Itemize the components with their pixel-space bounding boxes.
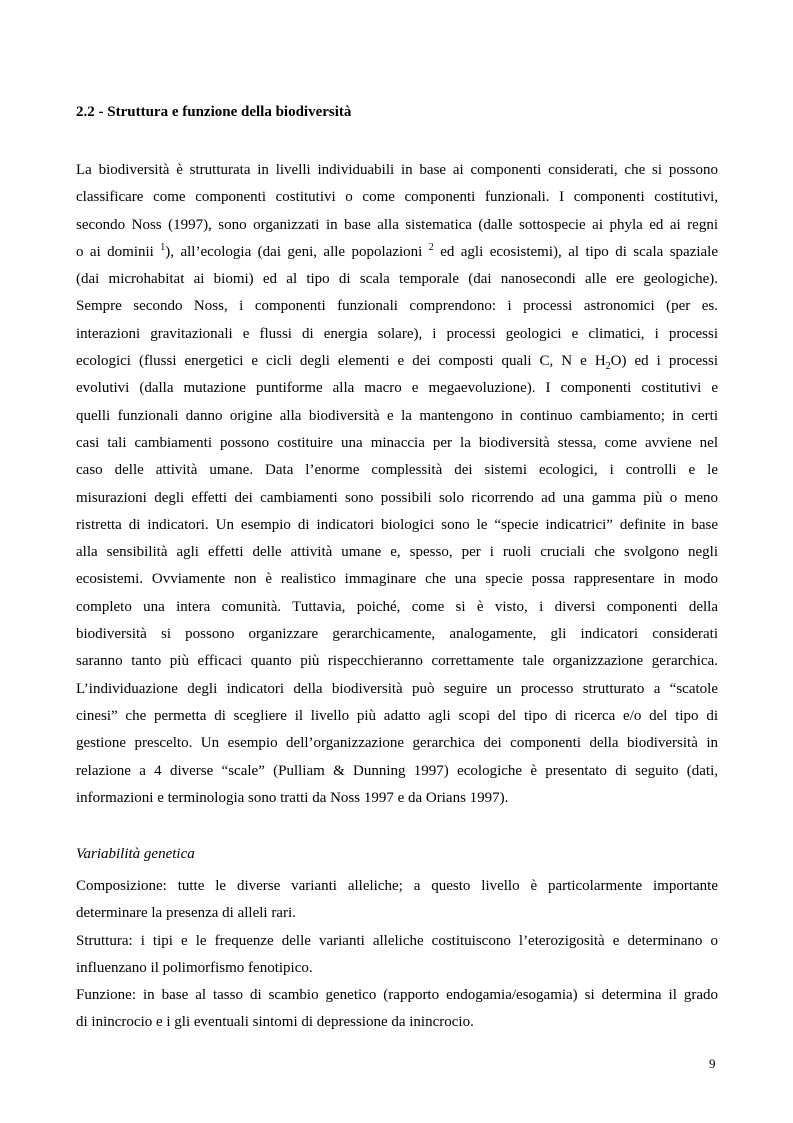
paragraph-line: relazione a 4 diverse “scale” (Pulliam & Dunning 1997) ecologiche è presentato di seguito (dati,	[76, 762, 718, 779]
paragraph-line: misurazioni degli effetti dei cambiamenti sono possibili solo ricorrendo ad una gamma più o meno	[76, 489, 718, 506]
paragraph-line: biodiversità si possono organizzare gerarchicamente, analogamente, gli indicatori considerati	[76, 626, 718, 643]
section-line: Funzione: in base al tasso di scambio genetico (rapporto endogamia/esogamia) si determina il grado	[76, 987, 718, 1004]
page-number: 9	[709, 1056, 716, 1071]
text-segment: ), all’ecologia (dai geni, alle popolazioni	[165, 243, 429, 260]
paragraph-line: ecosistemi. Ovviamente non è realistico immaginare che una specie possa rappresentare in modo	[76, 571, 718, 588]
paragraph-line: completo una intera comunità. Tuttavia, poiché, come si è visto, i diversi componenti della	[76, 598, 718, 615]
section-line: di inincrocio e i gli eventuali sintomi di depressione da inincrocio.	[76, 1014, 474, 1031]
paragraph-line: La biodiversità è strutturata in livelli individuabili in base ai componenti considerati, che si possono	[76, 162, 718, 178]
paragraph-line: cinesi” che permetta di scegliere il livello più adatto agli scopi del tipo di ricerca e/o del tipo di	[76, 707, 718, 724]
section-line: Struttura: i tipi e le frequenze delle varianti alleliche costituiscono l’eterozigosità e determinano o	[76, 932, 718, 949]
subsection-title: Variabilità genetica	[76, 846, 195, 862]
paragraph-line	[76, 239, 718, 266]
paragraph-line: (dai microhabitat ai biomi) ed al tipo di scala temporale (dai nanosecondi alle ere geologiche).	[76, 271, 718, 288]
section-heading: 2.2 - Struttura e funzione della biodiversità	[76, 104, 352, 120]
paragraph-line: evolutivi (dalla mutazione puntiforme alla macro e megaevoluzione). I componenti costitutivi e	[76, 380, 718, 397]
footnote-marker: 2	[428, 241, 434, 253]
main-paragraph	[76, 157, 718, 812]
footnote-marker: 1	[160, 241, 166, 253]
text-segment: O) ed i processi	[610, 353, 718, 370]
paragraph-line	[76, 348, 718, 375]
subscript: 2	[605, 361, 611, 373]
text-segment: ecologici (flussi energetici e cicli degli elementi e dei composti quali C, N e H	[76, 353, 606, 370]
subsection-body	[76, 873, 718, 1037]
paragraph-line: informazioni e terminologia sono tratti da Noss 1997 e da Orians 1997).	[76, 789, 509, 806]
paragraph-line: caso delle attività umane. Data l’enorme complessità dei sistemi ecologici, i controlli e le	[76, 462, 718, 479]
paragraph-line: secondo Noss (1997), sono organizzati in base alla sistematica (dalle sottospecie ai phyla ed ai regni	[76, 216, 718, 233]
section-line: Composizione: tutte le diverse varianti alleliche; a questo livello è particolarmente importante	[76, 878, 718, 894]
paragraph-line: Sempre secondo Noss, i componenti funzionali comprendono: i processi astronomici (per es.	[76, 298, 718, 315]
paragraph-line: saranno tanto più efficaci quanto più rispecchieranno correttamente tale organizzazione gerarchica.	[76, 653, 718, 670]
paragraph-line: casi tali cambiamenti possono costituire una minaccia per la biodiversità stessa, come avviene nel	[76, 434, 718, 451]
text-segment: ed agli ecosistemi), al tipo di scala spaziale	[433, 243, 719, 260]
paragraph-line: alla sensibilità agli effetti delle attività umane e, spesso, per i ruoli cruciali che svolgono negli	[76, 544, 718, 561]
section-line: determinare la presenza di alleli rari.	[76, 905, 296, 922]
paragraph-line: gestione prescelto. Un esempio dell’organizzazione gerarchica dei componenti della biodiversità in	[76, 735, 718, 752]
paragraph-line: classificare come componenti costitutivi o come componenti funzionali. I componenti costitutivi,	[76, 189, 718, 206]
section-line: influenzano il polimorfismo fenotipico.	[76, 959, 313, 976]
text-segment: o ai dominii	[76, 243, 161, 260]
paragraph-line: L’individuazione degli indicatori della biodiversità può seguire un processo strutturato a “scatole	[76, 680, 718, 697]
paragraph-line: ristretta di indicatori. Un esempio di indicatori biologici sono le “specie indicatrici” definite in base	[76, 516, 718, 533]
paragraph-line: interazioni gravitazionali e flussi di energia solare), i processi geologici e climatici, i processi	[76, 325, 718, 342]
paragraph-line: quelli funzionali danno origine alla biodiversità e la mantengono in continuo cambiamento; in certi	[76, 407, 718, 424]
